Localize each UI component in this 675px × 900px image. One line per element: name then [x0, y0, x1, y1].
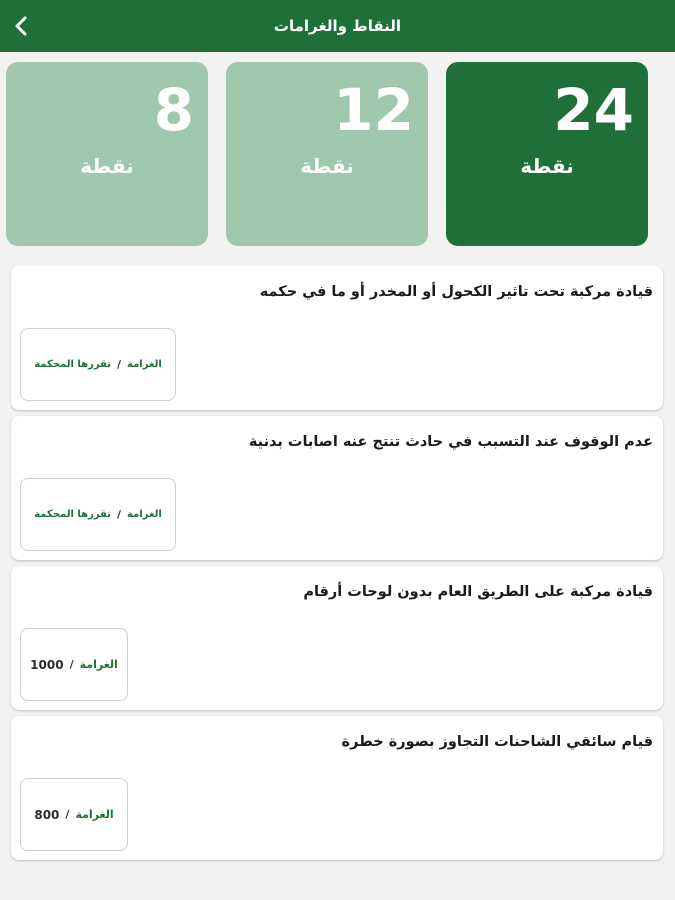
violation-title: قيادة مركبة على الطريق العام بدون لوحات أرقام [303, 584, 653, 600]
fine-value: تقررها المحكمة [34, 359, 112, 370]
points-unit: نقطة [520, 154, 574, 178]
top-bar [0, 0, 675, 52]
points-value: 8 [153, 76, 194, 144]
points-card-12[interactable] [226, 62, 428, 246]
fine-value: 800 [34, 807, 60, 822]
points-cards [0, 62, 675, 246]
fine-label: الغرامة [79, 658, 118, 671]
chevron-left-icon [13, 15, 29, 37]
violation-item[interactable] [11, 416, 663, 560]
violation-item[interactable] [11, 566, 663, 710]
fine-separator: / [117, 508, 122, 521]
points-value: 24 [553, 76, 634, 144]
fine-label: الغرامة [127, 509, 162, 520]
fine-box [20, 328, 176, 401]
fine-box [20, 478, 176, 551]
violation-item[interactable] [11, 716, 663, 860]
fine-separator: / [117, 358, 122, 371]
fine-label: الغرامة [75, 808, 114, 821]
points-card-24[interactable] [446, 62, 648, 246]
back-button[interactable] [6, 10, 36, 42]
fine-box [20, 628, 128, 701]
fine-value: 1000 [30, 657, 64, 672]
points-card-8[interactable] [6, 62, 208, 246]
points-value: 12 [333, 76, 414, 144]
fine-value: تقررها المحكمة [34, 509, 112, 520]
points-unit: نقطة [80, 154, 134, 178]
points-unit: نقطة [300, 154, 354, 178]
violation-title: قيادة مركبة تحت تاثير الكحول أو المخدر أو ما في حكمه [259, 284, 653, 300]
violation-title: عدم الوقوف عند التسبب في حادث تنتج عنه اصابات بدنية [248, 434, 653, 450]
fine-box [20, 778, 128, 851]
violation-item[interactable] [11, 266, 663, 410]
page-title: النقاط والغرامات [273, 17, 402, 35]
violation-title: قيام سائقي الشاحنات التجاوز بصورة خطرة [341, 734, 653, 750]
fine-separator: / [65, 808, 70, 821]
fine-separator: / [69, 658, 74, 671]
fine-label: الغرامة [127, 359, 162, 370]
